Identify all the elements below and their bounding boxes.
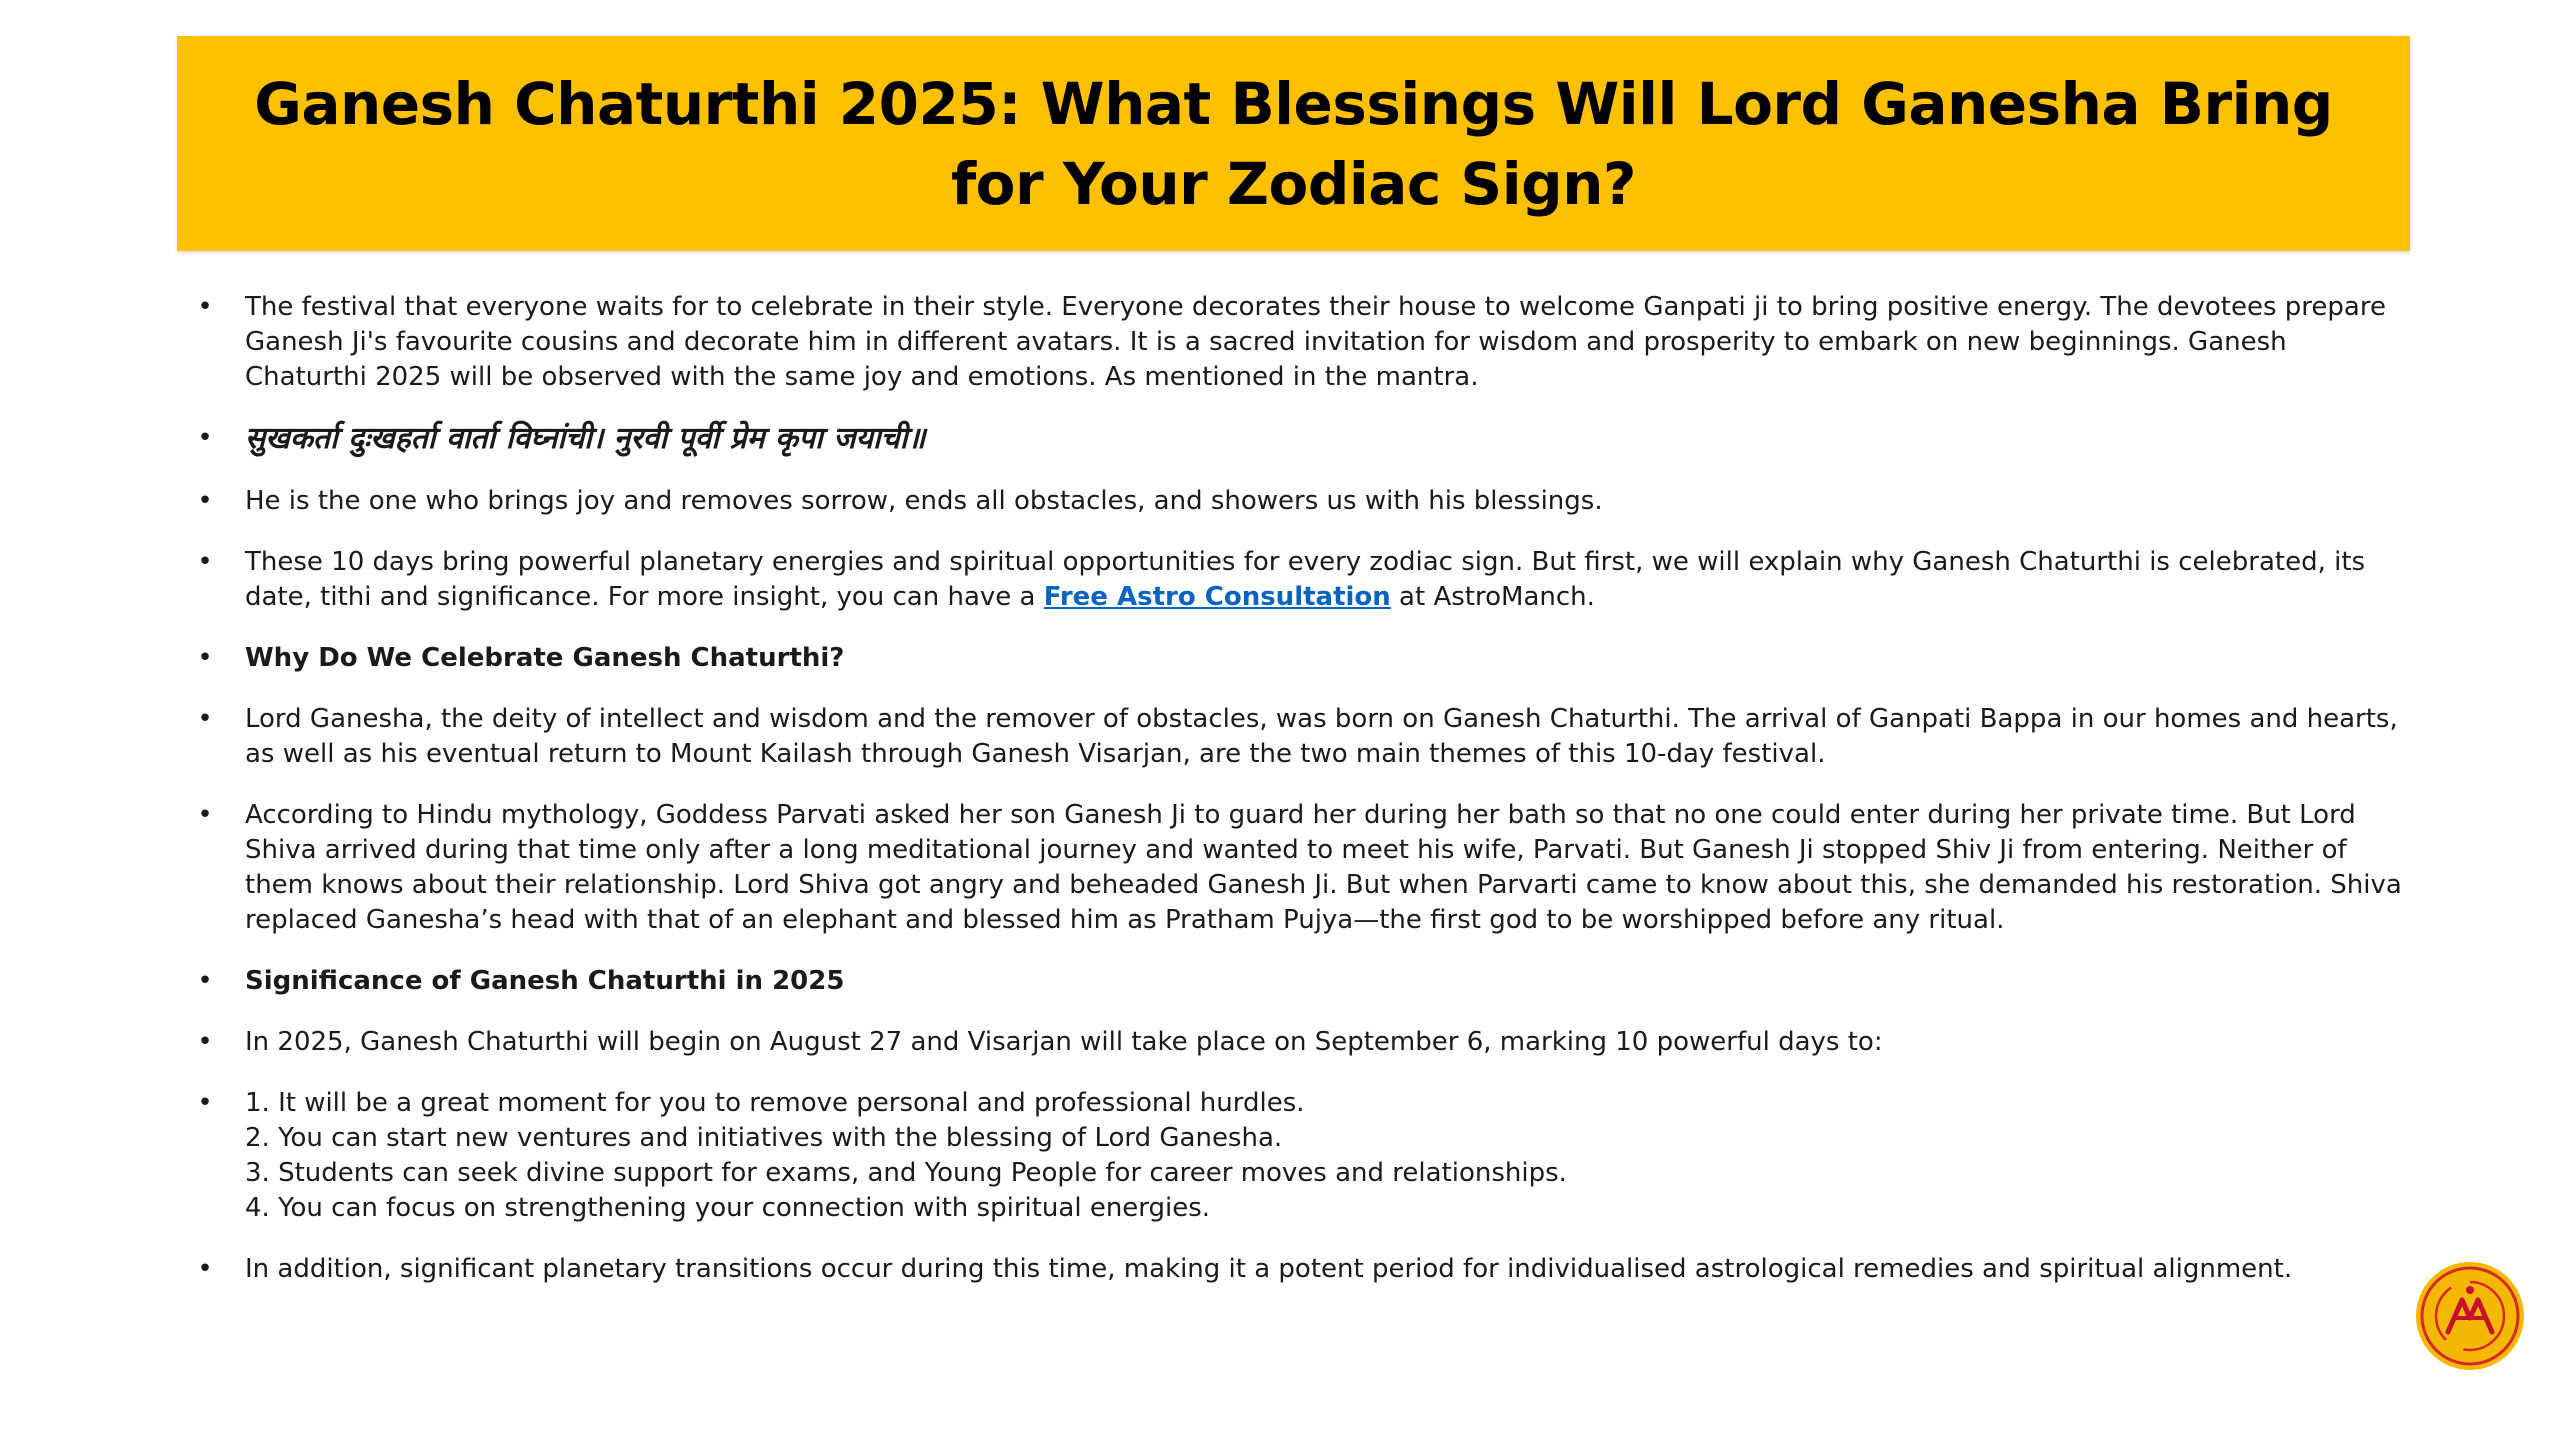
why-heading: Why Do We Celebrate Ganesh Chaturthi?: [245, 643, 845, 673]
astromanch-logo-icon: [2414, 1260, 2526, 1372]
numbered-item-4: 4. You can focus on strengthening your connection with spiritual energies.: [245, 1193, 1211, 1223]
bullet-icon: •: [197, 643, 213, 673]
planetary-text-after-link: at AstroManch.: [1390, 582, 1595, 612]
numbered-item-1: 1. It will be a great moment for you to remove personal and professional hurdles.: [245, 1088, 1305, 1118]
free-astro-consultation-link[interactable]: Free Astro Consultation: [1043, 582, 1391, 612]
list-item-why-heading: [195, 641, 2410, 676]
list-item-mantra: [195, 421, 2410, 458]
list-item-intro: [195, 290, 2410, 395]
page-title: Ganesh Chaturthi 2025: What Blessings Will Lord Ganesha Bring for Your Zodiac Sign?: [254, 69, 2333, 218]
list-item-numbered: [195, 1086, 2410, 1226]
list-item-significance-heading: [195, 964, 2410, 999]
closing-text: In addition, significant planetary transitions occur during this time, making it a potent period for individualised astrological remedies and spiritual alignment.: [245, 1254, 2293, 1284]
list-item-mantra-meaning: [195, 484, 2410, 519]
bullet-list: [195, 290, 2410, 1313]
bullet-icon: •: [197, 800, 213, 830]
numbered-list: [245, 1086, 2410, 1226]
intro-text: The festival that everyone waits for to celebrate in their style. Everyone decorates their house to welcome Ganpati ji to bring positive energy. The devotees prepare Ganesh Ji's favourite cousins and decorate him in different avatars. It is a sacred invitation for wisdom and prosperity to embark on new beginnings. Ganesh Chaturthi 2025 will be observed with the same joy and emotions. As mentioned in the mantra.: [245, 292, 2386, 392]
bullet-icon: •: [197, 292, 213, 322]
bullet-icon: •: [197, 423, 213, 453]
bullet-icon: •: [197, 547, 213, 577]
bullet-icon: •: [197, 704, 213, 734]
list-item-dates: [195, 1025, 2410, 1060]
bullet-icon: •: [197, 1088, 213, 1118]
why-body-text: Lord Ganesha, the deity of intellect and wisdom and the remover of obstacles, was born on Ganesh Chaturthi. The arrival of Ganpati Bappa in our homes and hearts, as well as his eventual return to Mount Kailash through Ganesh Visarjan, are the two main themes of this 10-day festival.: [245, 704, 2398, 769]
bullet-icon: •: [197, 1254, 213, 1284]
mantra-text: सुखकर्ता दुःखहर्ता वार्ता विघ्नांची। नुरवी पूर्वी प्रेम कृपा जयाची॥: [245, 421, 926, 456]
list-item-planetary: [195, 545, 2410, 615]
bullet-icon: •: [197, 966, 213, 996]
bullet-icon: •: [197, 486, 213, 516]
planetary-text-before-link: These 10 days bring powerful planetary energies and spiritual opportunities for every zodiac sign. But first, we will explain why Ganesh Chaturthi is celebrated, its date, tithi and significance. For more insight, you can have a: [245, 547, 2366, 612]
planetary-text: [245, 547, 2365, 612]
list-item-closing: [195, 1252, 2410, 1287]
numbered-item-3: 3. Students can seek divine support for exams, and Young People for career moves and relationships.: [245, 1158, 1567, 1188]
mantra-meaning-text: He is the one who brings joy and removes sorrow, ends all obstacles, and showers us with his blessings.: [245, 486, 1603, 516]
title-banner: [177, 36, 2410, 251]
numbered-item-2: 2. You can start new ventures and initiatives with the blessing of Lord Ganesha.: [245, 1123, 1283, 1153]
list-item-mythology: [195, 798, 2410, 938]
list-item-why-body: [195, 702, 2410, 772]
bullet-icon: •: [197, 1027, 213, 1057]
significance-heading: Significance of Ganesh Chaturthi in 2025: [245, 966, 845, 996]
dates-text: In 2025, Ganesh Chaturthi will begin on August 27 and Visarjan will take place on September 6, marking 10 powerful days to:: [245, 1027, 1883, 1057]
mythology-text: According to Hindu mythology, Goddess Parvati asked her son Ganesh Ji to guard her during her bath so that no one could enter during her private time. But Lord Shiva arrived during that time only after a long meditational journey and wanted to meet his wife, Parvati. But Ganesh Ji stopped Shiv Ji from entering. Neither of them knows about their relationship. Lord Shiva got angry and beheaded Ganesh Ji. But when Parvarti came to know about this, she demanded his restoration. Shiva replaced Ganesha’s head with that of an elephant and blessed him as Pratham Pujya—the first god to be worshipped before any ritual.: [245, 800, 2402, 935]
